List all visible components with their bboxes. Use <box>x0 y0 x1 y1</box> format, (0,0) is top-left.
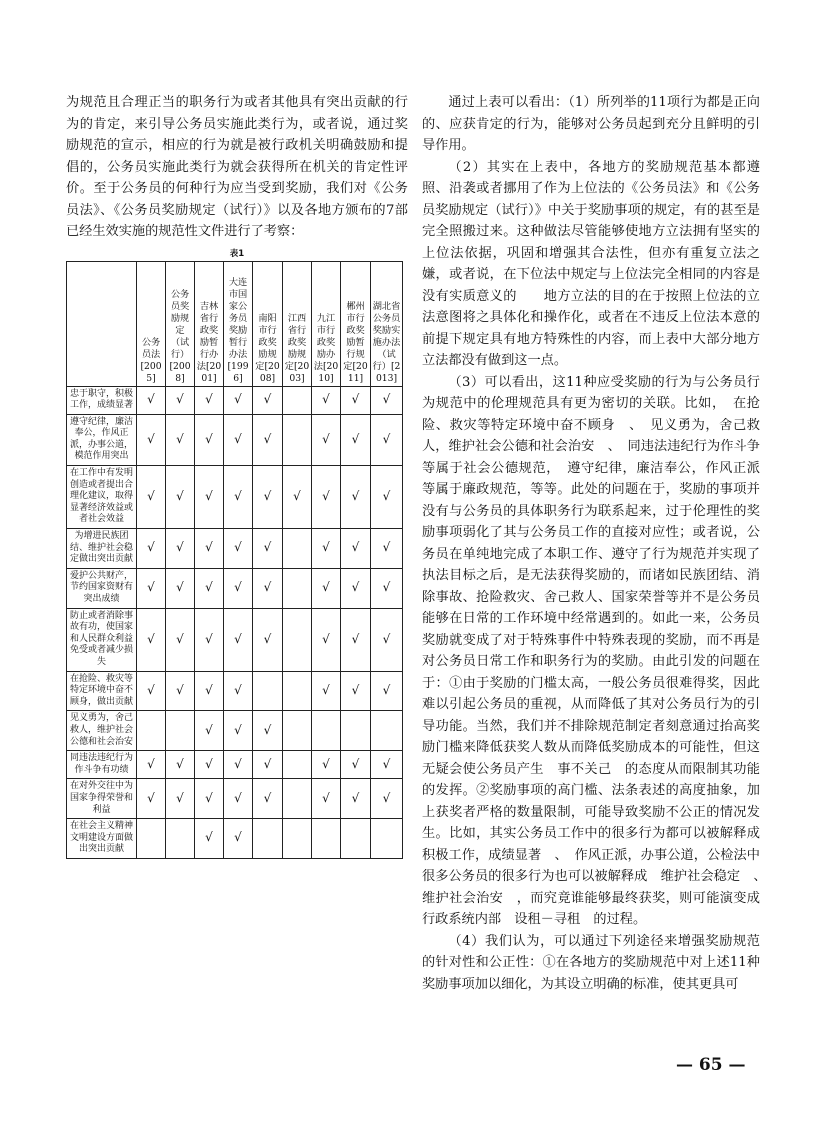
check-cell <box>224 779 253 819</box>
check-cell <box>195 529 224 569</box>
check-mark: √ <box>234 830 242 845</box>
check-cell <box>312 751 341 779</box>
check-mark: √ <box>205 580 213 595</box>
check-mark: √ <box>263 756 272 771</box>
check-mark: √ <box>351 431 360 446</box>
check-mark: √ <box>147 392 155 407</box>
check-cell <box>195 819 224 859</box>
check-cell <box>166 386 195 414</box>
check-cell <box>253 779 283 819</box>
check-mark: √ <box>205 830 213 845</box>
check-cell <box>253 386 283 414</box>
check-cell <box>312 779 341 819</box>
check-mark: √ <box>351 580 360 595</box>
check-cell <box>283 608 312 671</box>
row-label: 在抢险、救灾等特定环境中奋不顾身，做出贡献 <box>67 671 137 711</box>
check-cell <box>166 779 195 819</box>
check-cell <box>312 529 341 569</box>
check-mark: √ <box>322 756 330 771</box>
right-paragraph-3: （3）可以看出，这11种应受奖励的行为与公务员行为规范中的伦理规范具有更为密切的关联。比如， 在抢险、救灾等特定环境中奋不顾身 、 见义勇为，舍己救人，维护社会公德和社会治安 、 同违法违纪行为作斗争 等属于社会公德规范， 遵守纪律，廉洁奉公，作风正派 等属于廉政规范，等等。此处的问题在于，奖励的事项并没有与公务员的具体职务行为联系起来，过于伦理性的奖励事项弱化了其与公务员工作的直接对应性；或者说，公务员在单纯地完成了本职工作、遵守了行为规范并实现了执法目标之后，是无法获得奖励的，而诸如民族团结、消除事故、抢险救灾、舍己救人、国家荣誉等并不是公务员能够在日常的工作环境中经常遇到的。如此一来，公务员奖励就变成了对于特殊事件中特殊表现的奖励，而不再是对公务员日常工作和职务行为的奖励。由此引发的问题在于：①由于奖励的门槛太高，一般公务员很难得奖，因此难以引起公务员的重视，从而降低了其对公务员行为的引导功能。当然，我们并不排除规范制定者刻意通过抬高奖励门槛来降低获奖人数从而降低奖励成本的可能性，但这无疑会使公务员产生 事不关己 的态度从而限制其功能的发挥。②奖励事项的高门槛、法条表述的高度抽象，加上获奖者严格的数量限制，可能导致奖励不公正的情况发生。比如，其实公务员工作中的很多行为都可以被解释成 积极工作，成绩显著 、 作风正派，办事公道，公检法中很多公务员的很多行为也可以被解释成 维护社会稳定 、 维护社会治安 ，而究竟谁能够最终获奖，则可能演变成行政系统内部 设租－寻租 的过程。 <box>422 374 774 927</box>
check-cell <box>341 779 371 819</box>
left-column <box>66 92 408 859</box>
check-mark: √ <box>263 631 272 646</box>
table-row <box>67 386 403 414</box>
row-label: 在对外交往中为国家争得荣誉和利益 <box>67 779 137 819</box>
check-mark: √ <box>351 756 360 771</box>
check-cell <box>166 608 195 671</box>
check-cell <box>137 529 166 569</box>
column-header: 公务员奖励规定（试行）[2008] <box>166 261 195 386</box>
check-mark: √ <box>263 489 272 504</box>
check-mark: √ <box>176 540 184 555</box>
check-cell <box>312 711 341 751</box>
check-cell <box>137 608 166 671</box>
table-row <box>67 711 403 751</box>
check-mark: √ <box>351 540 360 555</box>
check-cell <box>312 568 341 608</box>
row-label: 忠于职守，积极工作，成绩显著 <box>67 386 137 414</box>
check-cell <box>371 671 403 711</box>
check-cell <box>341 608 371 671</box>
check-mark: √ <box>234 392 242 407</box>
check-mark: √ <box>382 489 391 504</box>
check-mark: √ <box>351 631 360 646</box>
check-cell <box>166 568 195 608</box>
check-mark: √ <box>234 756 242 771</box>
check-mark: √ <box>176 631 184 646</box>
check-cell <box>195 466 224 529</box>
check-cell <box>224 819 253 859</box>
check-cell <box>371 608 403 671</box>
check-mark: √ <box>234 790 242 805</box>
check-mark: √ <box>205 489 213 504</box>
check-cell <box>224 529 253 569</box>
check-cell <box>341 386 371 414</box>
check-cell <box>195 711 224 751</box>
check-cell <box>371 751 403 779</box>
check-mark: √ <box>147 431 155 446</box>
check-cell <box>312 386 341 414</box>
check-mark: √ <box>263 392 272 407</box>
check-cell <box>341 751 371 779</box>
check-mark: √ <box>322 631 330 646</box>
check-cell <box>224 466 253 529</box>
check-cell <box>283 414 312 465</box>
check-cell <box>166 414 195 465</box>
table-row <box>67 779 403 819</box>
check-cell <box>166 466 195 529</box>
check-cell <box>224 608 253 671</box>
check-cell <box>253 414 283 465</box>
check-cell <box>224 711 253 751</box>
check-mark: √ <box>234 580 242 595</box>
check-cell <box>341 529 371 569</box>
check-mark: √ <box>322 790 330 805</box>
check-cell <box>253 671 283 711</box>
check-cell <box>253 466 283 529</box>
row-label: 在社会主义精神文明建设方面做出突出贡献 <box>67 819 137 859</box>
page-number: — 65 — <box>676 1055 746 1075</box>
check-mark: √ <box>176 489 184 504</box>
check-cell <box>283 751 312 779</box>
check-cell <box>137 466 166 529</box>
check-cell <box>341 568 371 608</box>
check-cell <box>312 414 341 465</box>
check-cell <box>253 711 283 751</box>
table-row <box>67 608 403 671</box>
check-mark: √ <box>147 790 155 805</box>
check-cell <box>341 414 371 465</box>
check-cell <box>137 711 166 751</box>
check-cell <box>312 608 341 671</box>
check-cell <box>283 568 312 608</box>
header-corner-cell <box>67 261 137 386</box>
check-cell <box>253 819 283 859</box>
check-cell <box>224 386 253 414</box>
table-row <box>67 466 403 529</box>
check-mark: √ <box>263 722 272 737</box>
check-mark: √ <box>205 392 213 407</box>
check-mark: √ <box>234 682 242 697</box>
check-cell <box>224 671 253 711</box>
check-mark: √ <box>147 540 155 555</box>
check-cell <box>137 414 166 465</box>
table-row <box>67 751 403 779</box>
check-mark: √ <box>176 392 184 407</box>
check-mark: √ <box>176 580 184 595</box>
check-cell <box>195 671 224 711</box>
check-mark: √ <box>234 431 242 446</box>
check-cell <box>371 414 403 465</box>
check-cell <box>312 671 341 711</box>
row-label: 爱护公共财产，节约国家资财有突出成绩 <box>67 568 137 608</box>
check-mark: √ <box>234 540 242 555</box>
check-mark: √ <box>382 790 391 805</box>
check-mark: √ <box>351 392 360 407</box>
check-mark: √ <box>351 790 360 805</box>
check-mark: √ <box>322 431 330 446</box>
row-label: 见义勇为，舍己救人，维护社会公德和社会治安 <box>67 711 137 751</box>
table-row <box>67 414 403 465</box>
check-cell <box>195 568 224 608</box>
check-cell <box>283 819 312 859</box>
check-cell <box>341 466 371 529</box>
check-cell <box>195 779 224 819</box>
check-cell <box>371 711 403 751</box>
check-cell <box>283 779 312 819</box>
column-header: 大连市国家公务员奖励暂行办法[1996] <box>224 261 253 386</box>
column-header: 公务员法[2005] <box>137 261 166 386</box>
check-mark: √ <box>382 682 391 697</box>
check-cell <box>283 711 312 751</box>
check-cell <box>371 466 403 529</box>
check-cell <box>137 386 166 414</box>
check-cell <box>312 819 341 859</box>
check-cell <box>341 711 371 751</box>
check-cell <box>283 466 312 529</box>
check-cell <box>166 751 195 779</box>
check-cell <box>137 568 166 608</box>
column-header: 吉林省行政奖励暂行办法[2001] <box>195 261 224 386</box>
check-mark: √ <box>176 682 184 697</box>
check-cell <box>371 779 403 819</box>
table-row <box>67 819 403 859</box>
check-mark: √ <box>263 540 272 555</box>
check-mark: √ <box>205 682 213 697</box>
check-cell <box>224 414 253 465</box>
table-row <box>67 529 403 569</box>
right-paragraph-1: 通过上表可以看出：（1）所列举的11项行为都是正向的、应获肯定的行为，能够对公务员起到充分且鲜明的引导作用。 <box>422 95 760 153</box>
check-mark: √ <box>382 631 391 646</box>
check-cell <box>195 608 224 671</box>
check-mark: √ <box>382 580 391 595</box>
check-mark: √ <box>205 540 213 555</box>
table-body <box>67 386 403 858</box>
check-cell <box>253 751 283 779</box>
check-mark: √ <box>351 682 360 697</box>
check-mark: √ <box>147 489 155 504</box>
check-mark: √ <box>382 756 391 771</box>
check-cell <box>137 751 166 779</box>
check-mark: √ <box>322 392 330 407</box>
check-cell <box>283 529 312 569</box>
check-cell <box>224 751 253 779</box>
check-cell <box>283 671 312 711</box>
check-mark: √ <box>176 756 184 771</box>
check-cell <box>253 608 283 671</box>
check-cell <box>195 414 224 465</box>
check-mark: √ <box>205 790 213 805</box>
check-cell <box>371 386 403 414</box>
award-table <box>66 261 403 859</box>
check-mark: √ <box>322 489 330 504</box>
check-mark: √ <box>205 631 213 646</box>
check-mark: √ <box>234 489 242 504</box>
check-cell <box>283 386 312 414</box>
check-cell <box>166 711 195 751</box>
table-row <box>67 568 403 608</box>
check-mark: √ <box>176 431 184 446</box>
check-cell <box>166 819 195 859</box>
check-mark: √ <box>147 756 155 771</box>
check-mark: √ <box>351 489 360 504</box>
check-cell <box>253 529 283 569</box>
check-cell <box>312 466 341 529</box>
check-mark: √ <box>322 540 330 555</box>
check-mark: √ <box>382 431 391 446</box>
right-paragraph-2: （2）其实在上表中，各地方的奖励规范基本都遵照、沿袭或者挪用了作为上位法的《公务员法》和《公务员奖励规定（试行）》中关于奖励事项的规定，有的甚至是完全照搬过来。这种做法尽管能够使地方立法拥有坚实的上位法依据，巩固和增强其合法性，但亦有重复立法之嫌，或者说，在下位法中规定与上位法完全相同的内容是没有实质意义的 地方立法的目的在于按照上位法的立法意图将之具体化和操作化，或者在不违反上位法本意的前提下规定具有地方特殊性的内容，而上表中大部分地方立法都没有做到这一点。 <box>422 159 760 368</box>
check-mark: √ <box>322 682 330 697</box>
row-label: 防止或者消除事故有功，使国家和人民群众利益免受或者减少损失 <box>67 608 137 671</box>
check-mark: √ <box>205 722 213 737</box>
left-paragraph: 为规范且合理正当的职务行为或者其他具有突出贡献的行为的肯定，来引导公务员实施此类行为，或者说，通过奖励规范的宣示，相应的行为就是被行政机关明确鼓励和提倡的，公务员实施此类行为就会获得所在机关的肯定性评价。至于公务员的何种行为应当受到奖励，我们对《公务员法》、《公务员奖励规定（试行）》以及各地方颁布的7部已经生效实施的规范性文件进行了考察： <box>66 95 408 239</box>
column-header: 郴州市行政奖励暂行规定[2011] <box>341 261 371 386</box>
check-mark: √ <box>234 722 242 737</box>
row-label: 同违法违纪行为作斗争有功绩 <box>67 751 137 779</box>
check-mark: √ <box>147 631 155 646</box>
check-cell <box>341 671 371 711</box>
check-mark: √ <box>322 580 330 595</box>
right-paragraph-4: （4）我们认为，可以通过下列途径来增强奖励规范的针对性和公正性：①在各地方的奖励规范中对上述11种奖励事项加以细化，为其设立明确的标准，使其更具可 <box>422 933 760 992</box>
check-mark: √ <box>263 431 272 446</box>
check-mark: √ <box>293 489 301 504</box>
check-cell <box>371 568 403 608</box>
check-mark: √ <box>382 392 391 407</box>
check-cell <box>253 568 283 608</box>
table-caption: 表1 <box>229 248 245 259</box>
check-cell <box>195 751 224 779</box>
check-mark: √ <box>263 790 272 805</box>
check-cell <box>341 819 371 859</box>
check-mark: √ <box>382 540 391 555</box>
table-row <box>67 671 403 711</box>
check-mark: √ <box>205 756 213 771</box>
check-cell <box>137 779 166 819</box>
check-cell <box>137 671 166 711</box>
table-header-row <box>67 261 403 386</box>
row-label: 在工作中有发明创造或者提出合理化建议，取得显著经济效益或者社会效益 <box>67 466 137 529</box>
row-label: 遵守纪律，廉洁奉公，作风正派，办事公道，模范作用突出 <box>67 414 137 465</box>
check-cell <box>166 529 195 569</box>
check-cell <box>371 819 403 859</box>
check-cell <box>195 386 224 414</box>
column-header: 南阳市行政奖励规定[2008] <box>253 261 283 386</box>
check-cell <box>224 568 253 608</box>
check-mark: √ <box>147 580 155 595</box>
check-mark: √ <box>234 631 242 646</box>
row-label: 为增进民族团结、维护社会稳定做出突出贡献 <box>67 529 137 569</box>
check-cell <box>371 529 403 569</box>
right-column <box>422 92 774 995</box>
check-mark: √ <box>205 431 213 446</box>
check-mark: √ <box>147 682 155 697</box>
check-mark: √ <box>263 580 272 595</box>
check-mark: √ <box>176 790 184 805</box>
column-header: 九江市行政奖励办法[2010] <box>312 261 341 386</box>
column-header: 江西省行政奖励规定[2003] <box>283 261 312 386</box>
check-cell <box>137 819 166 859</box>
check-cell <box>166 671 195 711</box>
column-header: 湖北省公务员奖励实施办法（试行）[2013] <box>371 261 403 386</box>
